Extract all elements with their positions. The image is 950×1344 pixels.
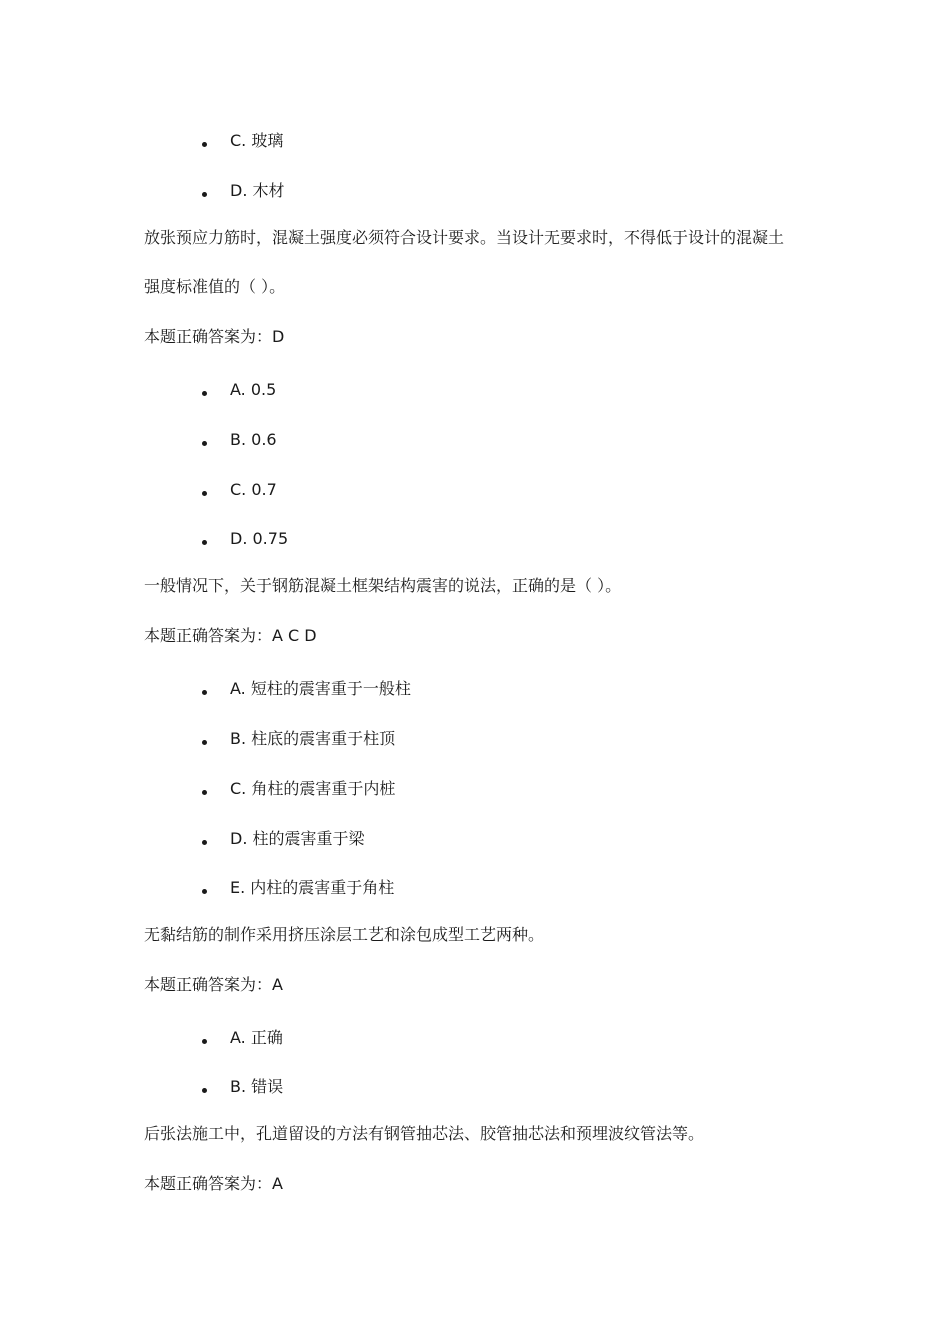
answer-text: 本题正确答案为：A: [144, 975, 283, 994]
list-item: [200, 829, 365, 849]
option-text: B. 错误: [230, 1077, 284, 1096]
answer-text: 本题正确答案为：D: [144, 327, 285, 346]
option-text: B. 0.6: [230, 430, 277, 449]
list-item: [200, 878, 394, 898]
list-item: [200, 779, 395, 799]
option-text: A. 0.5: [230, 380, 277, 399]
option-text: B. 柱底的震害重于柱顶: [230, 729, 396, 748]
question-text: 一般情况下，关于钢筋混凝土框架结构震害的说法，正确的是（ ）。: [144, 576, 622, 595]
list-item: [200, 1028, 283, 1048]
list-item: [200, 1077, 283, 1097]
option-text: C. 0.7: [230, 480, 277, 499]
list-item: [200, 131, 283, 151]
list-item: [200, 679, 411, 699]
option-text: A. 短柱的震害重于一般柱: [230, 679, 411, 698]
list-item: [200, 181, 285, 201]
option-text: E. 内柱的震害重于角柱: [230, 878, 395, 897]
answer-text: 本题正确答案为：A: [144, 1174, 283, 1193]
option-text: D. 0.75: [230, 529, 289, 548]
question-text: 后张法施工中，孔道留设的方法有钢管抽芯法、胶管抽芯法和预埋波纹管法等。: [144, 1124, 705, 1143]
option-text: A. 正确: [230, 1028, 283, 1047]
list-item: [200, 529, 288, 549]
list-item: [200, 729, 395, 749]
option-text: C. 角柱的震害重于内桩: [230, 779, 396, 798]
option-text: C. 玻璃: [230, 131, 284, 150]
question-text: 放张预应力筋时，混凝土强度必须符合设计要求。当设计无要求时，不得低于设计的混凝土: [144, 228, 785, 247]
option-text: D. 柱的震害重于梁: [230, 829, 365, 848]
list-item: [200, 380, 276, 400]
answer-text: 本题正确答案为：A C D: [144, 626, 317, 645]
option-text: D. 木材: [230, 181, 285, 200]
question-text: 强度标准值的（ ）。: [144, 277, 286, 296]
list-item: [200, 430, 277, 450]
question-text: 无黏结筋的制作采用挤压涂层工艺和涂包成型工艺两种。: [144, 925, 545, 944]
list-item: [200, 480, 277, 500]
